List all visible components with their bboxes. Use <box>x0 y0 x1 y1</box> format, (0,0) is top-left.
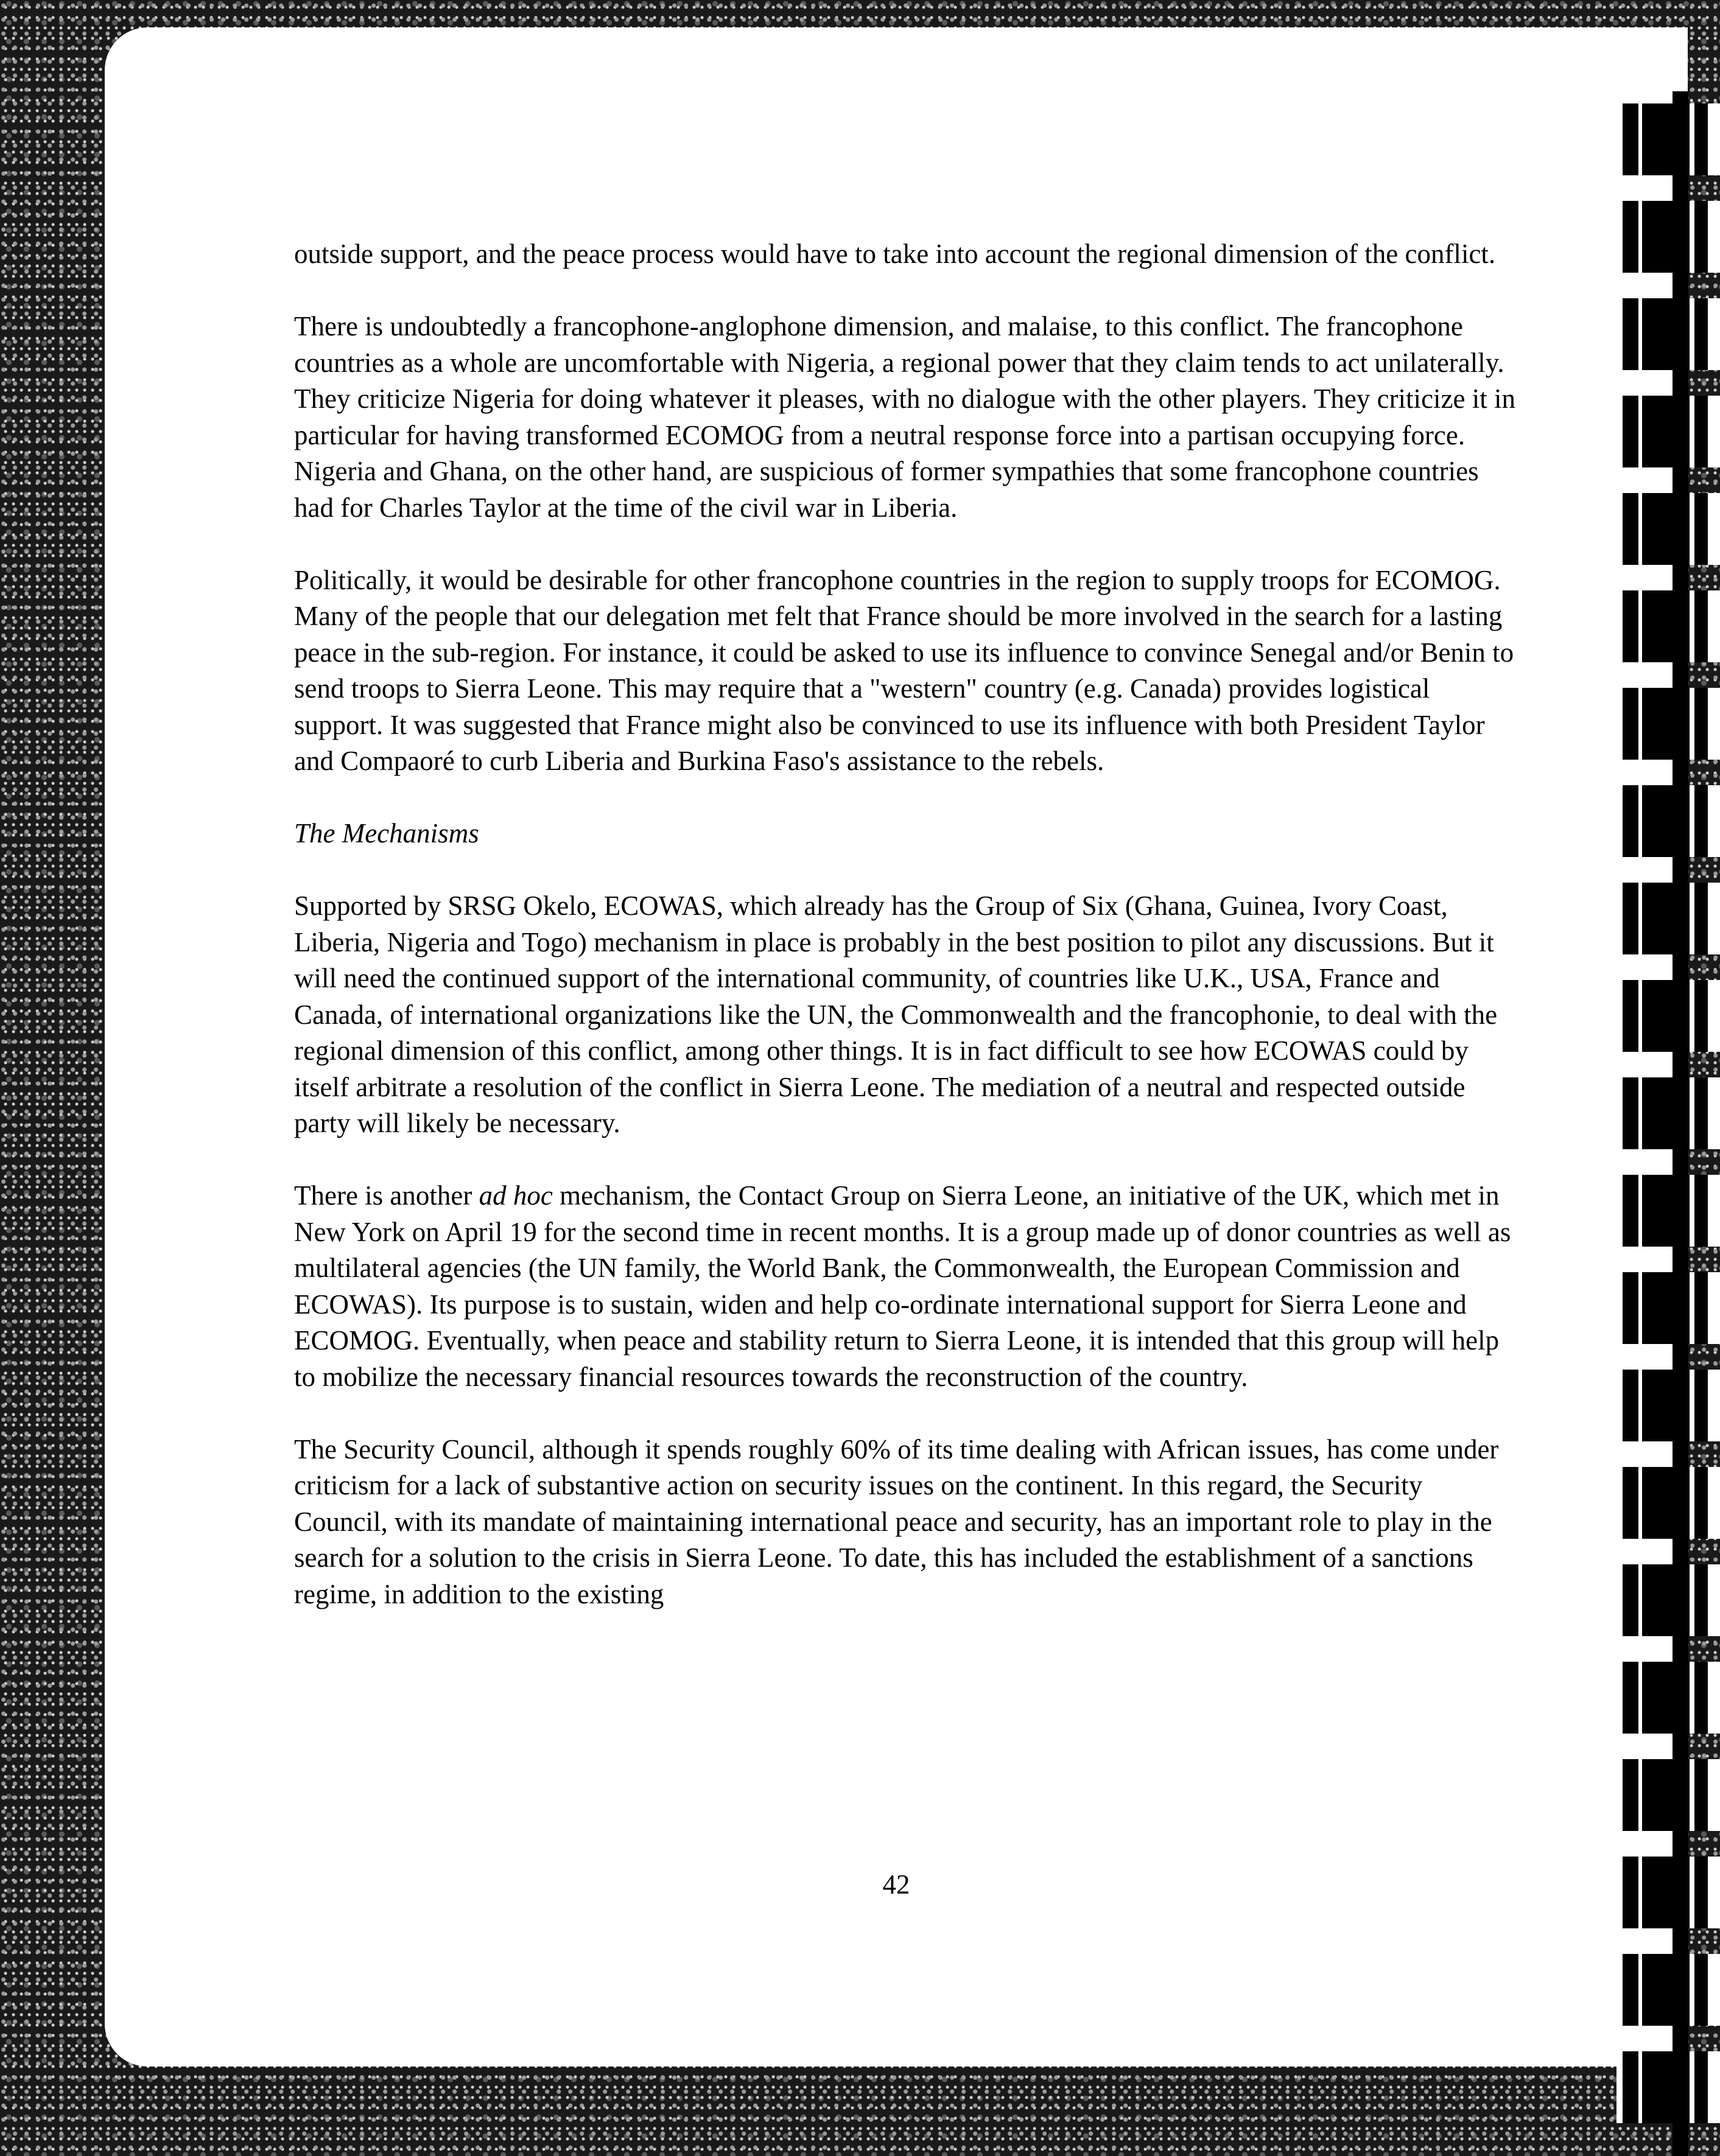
body-text <box>294 236 1518 1649</box>
paragraph-text: mechanism, the Contact Group on Sierra Leone, an initiative of the UK, which met in New York on April 19 for the second time in recent months. It is a group made up of donor countries as well as multilateral agencies (the UN family, the World Bank, the Commonwealth, the European Commission and ECOWAS). Its purpose is to sustain, widen and help co-ordinate international support for Sierra Leone and ECOMOG. Eventually, when peace and stability return to Sierra Leone, it is intended that this group will help to mobilize the necessary financial resources towards the reconstruction of the country. <box>294 1180 1511 1392</box>
binding-ring <box>1616 1954 1720 2026</box>
binding-ring <box>1616 590 1720 662</box>
binding-ring <box>1616 1370 1720 1441</box>
paragraph: There is undoubtedly a francophone-anglophone dimension, and malaise, to this conflict. The francophone countries as a whole are uncomfortable with Nigeria, a regional power that they claim tends to act unilaterally. They criticize Nigeria for doing whatever it pleases, with no dialogue with the other players. They criticize it in particular for having transformed ECOMOG from a neutral response force into a partisan occupying force. Nigeria and Ghana, on the other hand, are suspicious of former sympathies that some francophone countries had for Charles Taylor at the time of the civil war in Liberia. <box>294 311 1515 523</box>
binding-ring <box>1616 1662 1720 1734</box>
paragraph <box>294 1178 1518 1395</box>
binding-ring <box>1616 688 1720 760</box>
paragraph: Politically, it would be desirable for other francophone countries in the region to supply troops for ECOMOG. Many of the people that our delegation met felt that France should be more involved in the search for a lasting peace in the sub-region. For instance, it could be asked to use its influence to convince Senegal and/or Benin to send troops to Sierra Leone. This may require that a "western" country (e.g. Canada) provides logistical support. It was suggested that France might also be convinced to use its influence with both President Taylor and Compaoré to curb Liberia and Burkina Faso's assistance to the rebels. <box>294 564 1514 776</box>
emphasis-text: ad hoc <box>479 1180 553 1211</box>
binding-ring <box>1616 1467 1720 1539</box>
binding-ring <box>1616 201 1720 273</box>
page-number: 42 <box>882 1869 910 1900</box>
binding-ring <box>1616 883 1720 954</box>
binding-ring <box>1616 785 1720 857</box>
binding-ring <box>1616 1857 1720 1928</box>
section-heading: The Mechanisms <box>294 818 479 849</box>
paragraph: The Security Council, although it spends roughly 60% of its time dealing with African issues, has come under criticism for a lack of substantive action on security issues on the continent. In this regard, the Security Council, with its mandate of maintaining international peace and security, has an important role to play in the search for a solution to the crisis in Sierra Leone. To date, this has included the establishment of a sanctions regime, in addition to the existing <box>294 1433 1499 1609</box>
binding-ring <box>1616 1564 1720 1636</box>
binding-ring <box>1616 493 1720 565</box>
binding-ring <box>1616 103 1720 175</box>
binding-ring <box>1616 1175 1720 1247</box>
binding-ring <box>1616 1759 1720 1831</box>
binding-ring <box>1616 980 1720 1052</box>
spiral-binding <box>1616 91 1720 2156</box>
binding-ring <box>1616 1272 1720 1344</box>
binding-ring <box>1616 396 1720 467</box>
binding-ring <box>1616 298 1720 370</box>
paragraph-text: There is another <box>294 1180 479 1211</box>
binding-ring <box>1616 1077 1720 1149</box>
binding-ring <box>1616 2051 1720 2123</box>
paragraph: Supported by SRSG Okelo, ECOWAS, which already has the Group of Six (Ghana, Guinea, Ivory Coast, Liberia, Nigeria and Togo) mechanism in place is probably in the best position to pilot any discussions. But it will need the continued support of the international community, of countries like U.K., USA, France and Canada, of international organizations like the UN, the Commonwealth and the francophonie, to deal with the regional dimension of this conflict, among other things. It is in fact difficult to see how ECOWAS could by itself arbitrate a resolution of the conflict in Sierra Leone. The mediation of a neutral and respected outside party will likely be necessary. <box>294 891 1498 1138</box>
paragraph: outside support, and the peace process would have to take into account the regional dimension of the conflict. <box>294 239 1496 269</box>
